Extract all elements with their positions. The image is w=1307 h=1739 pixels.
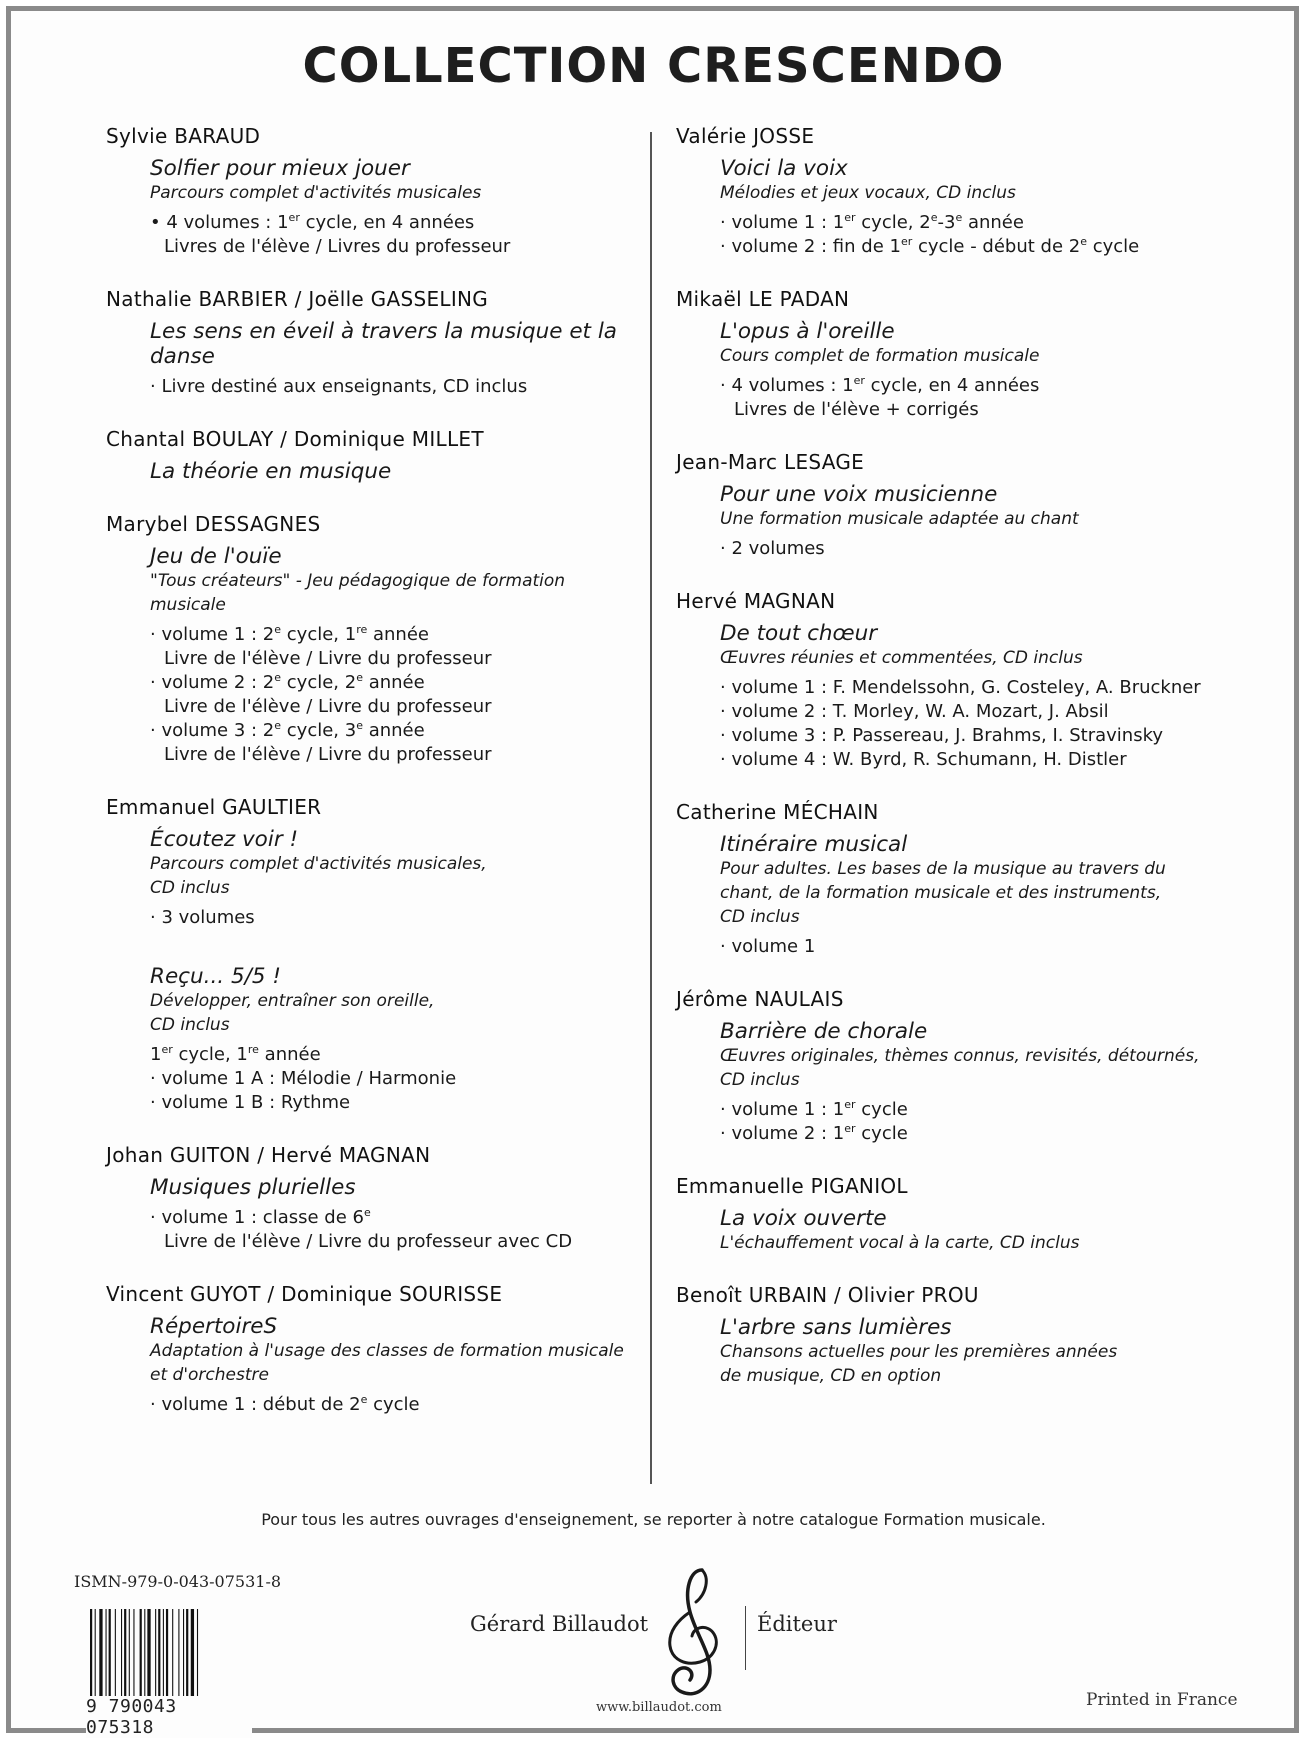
work-item: · 2 volumes [720,538,825,559]
author-name: Mikaël LE PADAN [676,287,850,311]
catalog-entry [676,800,1231,959]
work-item: Livre de l'élève / Livre du professeur [164,696,492,717]
barcode-digits: 9 790043 075318 [86,1696,252,1738]
work-subtitle: Une formation musicale adaptée au chant [720,509,1079,529]
catalog-entry [676,1283,1231,1388]
work [720,832,1231,959]
work-item: · volume 1 : 2e cycle, 1re année [150,623,429,645]
work-item: · 3 volumes [150,907,255,928]
work-title: Musiques plurielles [150,1175,356,1200]
catalog-entry [676,1174,1231,1255]
work [720,319,1231,422]
work-title: Solfier pour mieux jouer [150,156,410,181]
author-name: Chantal BOULAY / Dominique MILLET [106,427,484,451]
work-title: La voix ouverte [720,1206,887,1231]
work-title: De tout chœur [720,621,878,646]
author-name: Hervé MAGNAN [676,589,836,613]
work-subtitle: Parcours complet d'activités musicales [150,183,482,203]
work-item: · volume 4 : W. Byrd, R. Schumann, H. Distler [720,749,1127,770]
column-divider [650,132,652,1484]
catalog-entry [106,287,636,399]
work-item: Livre de l'élève / Livre du professeur [164,648,492,669]
work-title: L'arbre sans lumières [720,1315,952,1340]
page-title: COLLECTION CRESCENDO [302,38,1005,94]
work-subtitle: CD inclus [720,907,800,927]
author-name: Jean-Marc LESAGE [676,450,865,474]
work-subtitle: CD inclus [150,1015,230,1035]
catalog-entry [106,124,636,259]
author-name: Catherine MÉCHAIN [676,800,879,824]
author-name: Emmanuel GAULTIER [106,795,322,819]
catalog-entry [106,512,636,767]
work [150,1314,636,1417]
work-title: Pour une voix musicienne [720,482,998,507]
work [150,827,636,930]
work-title: Reçu... 5/5 ! [150,964,282,989]
author-name: Jérôme NAULAIS [676,987,844,1011]
work-title: Jeu de l'ouïe [150,544,282,569]
work-subtitle: Chansons actuelles pour les premières années [720,1342,1118,1362]
catalog-entry [106,795,636,1115]
work-subtitle: chant, de la formation musicale et des instruments, [720,883,1162,903]
author-name: Valérie JOSSE [676,124,815,148]
work-item: · 4 volumes : 1er cycle, en 4 années [720,374,1040,396]
work-subtitle: Parcours complet d'activités musicales, [150,854,487,874]
work-title: La théorie en musique [150,459,392,484]
catalog-entry [676,124,1231,259]
work-item: · volume 1 : 1er cycle, 2e-3e année [720,211,1024,233]
work-item: Livres de l'élève + corrigés [734,399,979,420]
work-item: · volume 3 : 2e cycle, 3e année [150,719,425,741]
work-subtitle: Pour adultes. Les bases de la musique au travers du [720,859,1166,879]
work [150,319,636,399]
work-title: Itinéraire musical [720,832,908,857]
work [150,964,636,1115]
catalog-entry [676,589,1231,772]
work-item: · volume 1 B : Rythme [150,1092,351,1113]
work-title: L'opus à l'oreille [720,319,895,344]
catalog-entry [106,427,636,484]
work-subtitle: Œuvres réunies et commentées, CD inclus [720,648,1083,668]
work-title: RépertoireS [150,1314,278,1339]
work-item: • 4 volumes : 1er cycle, en 4 années [150,211,475,233]
work-title: Voici la voix [720,156,848,181]
work-item: · volume 3 : P. Passereau, J. Brahms, I. Stravinsky [720,725,1164,746]
work-subtitle: Adaptation à l'usage des classes de formation musicale [150,1341,624,1361]
publisher-divider [745,1606,746,1670]
work [720,156,1231,259]
footer-note: Pour tous les autres ouvrages d'enseignement, se reporter à notre catalogue Formation musicale. [261,1510,1046,1529]
author-name: Benoît URBAIN / Olivier PROU [676,1283,979,1307]
catalog-entry [676,450,1231,561]
work-item: · volume 1 : F. Mendelssohn, G. Costeley, A. Bruckner [720,677,1201,698]
work-subtitle: "Tous créateurs" - Jeu pédagogique de formation musicale [150,571,566,615]
work [150,544,636,767]
work [720,1315,1231,1388]
catalog-entry [106,1282,636,1417]
author-name: Sylvie BARAUD [106,124,261,148]
author-name: Nathalie BARBIER / Joëlle GASSELING [106,287,489,311]
work-title: Écoutez voir ! [150,827,299,852]
work [720,1019,1231,1146]
work [150,459,636,484]
work [150,156,636,259]
catalog-entry [676,287,1231,422]
work-item: Livres de l'élève / Livres du professeur [164,236,511,257]
work-subtitle: L'échauffement vocal à la carte, CD inclus [720,1233,1080,1253]
work [720,482,1231,561]
isbn-label: ISMN-979-0-043-07531-8 [74,1572,282,1591]
author-name: Marybel DESSAGNES [106,512,321,536]
publisher-role: Éditeur [757,1612,837,1636]
work-subtitle: CD inclus [720,1070,800,1090]
work-item: · volume 2 : T. Morley, W. A. Mozart, J. Absil [720,701,1109,722]
work [720,1206,1231,1255]
work-subtitle: CD inclus [150,878,230,898]
work-title: Barrière de chorale [720,1019,928,1044]
treble-clef-logo-icon [650,1560,740,1710]
work-item: · volume 1 : classe de 6e [150,1206,371,1228]
work-item: 1er cycle, 1re année [150,1043,321,1065]
work-item: · volume 2 : 1er cycle [720,1122,908,1144]
catalog-entry [676,987,1231,1146]
work-item: · volume 1 [720,936,816,957]
work-subtitle: Mélodies et jeux vocaux, CD inclus [720,183,1016,203]
work-subtitle: de musique, CD en option [720,1366,942,1386]
work-item: · volume 1 A : Mélodie / Harmonie [150,1068,457,1089]
right-column [676,124,1231,1416]
work-item: · volume 1 : 1er cycle [720,1098,908,1120]
work-subtitle: Développer, entraîner son oreille, [150,991,435,1011]
work-subtitle: et d'orchestre [150,1365,269,1385]
work [150,1175,636,1254]
work-item: · volume 2 : 2e cycle, 2e année [150,671,425,693]
work [720,621,1231,772]
left-column [106,124,636,1445]
barcode-image [88,1609,248,1709]
work-item: Livre de l'élève / Livre du professeur avec CD [164,1231,573,1252]
printed-in-label: Printed in France [1086,1690,1238,1710]
work-item: · volume 1 : début de 2e cycle [150,1393,420,1415]
author-name: Emmanuelle PIGANIOL [676,1174,908,1198]
work-item: · volume 2 : fin de 1er cycle - début de 2e cycle [720,235,1140,257]
work-subtitle: Œuvres originales, thèmes connus, revisités, détournés, [720,1046,1200,1066]
catalog-entry [106,1143,636,1254]
publisher-name: Gérard Billaudot [470,1612,649,1636]
website-link[interactable]: www.billaudot.com [596,1700,722,1715]
work-title: Les sens en éveil à travers la musique et la danse [150,319,617,369]
work-item: Livre de l'élève / Livre du professeur [164,744,492,765]
work-item: · Livre destiné aux enseignants, CD inclus [150,376,528,397]
author-name: Johan GUITON / Hervé MAGNAN [106,1143,431,1167]
work-subtitle: Cours complet de formation musicale [720,346,1040,366]
author-name: Vincent GUYOT / Dominique SOURISSE [106,1282,503,1306]
